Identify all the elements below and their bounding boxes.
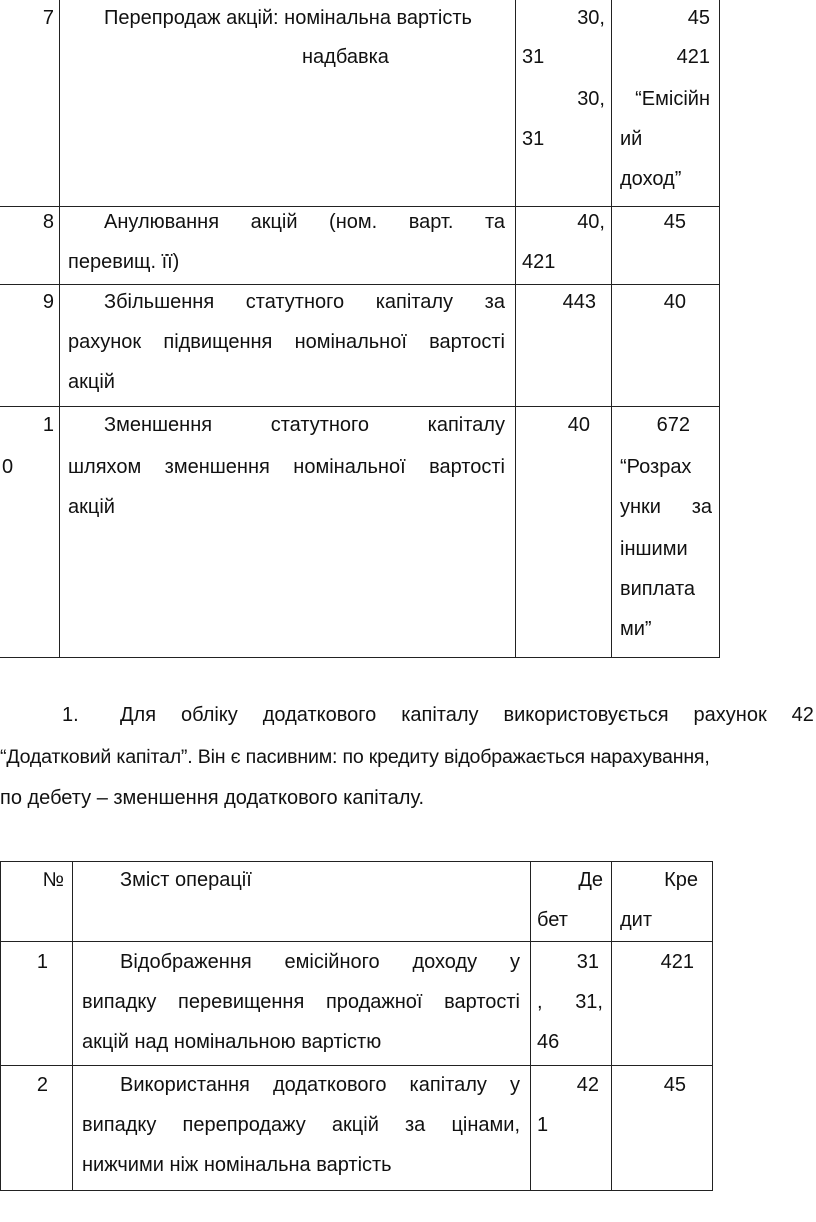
table-2-bottom-border	[0, 1190, 713, 1191]
debit-account: 31	[522, 46, 545, 68]
credit-account: унки за	[620, 496, 712, 518]
debit-account: 46	[537, 1031, 560, 1053]
debit-account: 31	[522, 128, 545, 150]
debit-account: 30,	[577, 7, 605, 29]
operation-content: акцій	[68, 371, 115, 393]
credit-account: 45	[687, 7, 710, 29]
operation-content: Збільшення статутного капіталу за	[104, 291, 505, 313]
table-1-right-border	[719, 0, 720, 658]
credit-account: 421	[660, 951, 694, 973]
row-number: 2	[36, 1074, 48, 1096]
credit-account: 672	[656, 414, 690, 436]
table-2-column-border	[530, 861, 531, 1191]
operation-content: випадку перевищення продажної вартості	[82, 991, 520, 1013]
header-debit: бет	[537, 909, 568, 931]
row-number: 0	[2, 456, 14, 478]
credit-account: 40	[663, 291, 686, 313]
debit-account: 31	[576, 951, 599, 973]
row-number: 8	[42, 211, 54, 233]
operation-content: Зменшення статутного капіталу	[104, 414, 505, 436]
credit-account: виплата	[620, 578, 696, 600]
credit-account: 45	[663, 211, 686, 233]
table-2-left-border	[0, 861, 1, 1191]
table-2-row-border	[0, 1065, 713, 1066]
operation-content: акцій	[68, 496, 115, 518]
credit-account: ми”	[620, 618, 652, 640]
header-content: Зміст операції	[120, 869, 252, 891]
header-credit: Кре	[664, 869, 698, 891]
credit-account: іншими	[620, 538, 688, 560]
operation-content: Відображення емісійного доходу у	[120, 951, 520, 973]
operation-content: нижчими ніж номінальна вартість	[82, 1154, 392, 1176]
debit-account: 40	[567, 414, 590, 436]
operation-content: Перепродаж акцій: номінальна вартість	[104, 7, 472, 29]
debit-account: 421	[522, 251, 556, 273]
paragraph-line: по дебету – зменшення додаткового капіталу.	[0, 787, 425, 809]
table-2-column-border	[72, 861, 73, 1191]
debit-account: 30,	[577, 88, 605, 110]
operation-content: рахунок підвищення номінальної вартості	[68, 331, 505, 353]
operation-content: Анулювання акцій (ном. варт. та	[104, 211, 505, 233]
operation-content: Використання додаткового капіталу у	[120, 1074, 520, 1096]
debit-account: 1	[537, 1114, 549, 1136]
row-number: 9	[42, 291, 54, 313]
debit-account: 40,	[577, 211, 605, 233]
operation-content: надбавка	[302, 46, 389, 68]
credit-account: доход”	[620, 168, 682, 190]
operation-content: перевищ. її)	[68, 251, 180, 273]
table-2-column-border	[611, 861, 612, 1191]
table-1-row-border	[0, 406, 720, 407]
table-1-bottom-border	[0, 657, 720, 658]
table-2-right-border	[712, 861, 713, 1191]
credit-account: 421	[676, 46, 710, 68]
row-number: 1	[36, 951, 48, 973]
list-marker: 1.	[62, 704, 79, 726]
credit-account: “Розрах	[620, 456, 692, 478]
header-credit: дит	[620, 909, 653, 931]
debit-account: , 31,	[537, 991, 603, 1013]
row-number: 1	[42, 414, 54, 436]
row-number: 7	[42, 7, 54, 29]
table-2-row-border	[0, 941, 713, 942]
credit-account: 45	[663, 1074, 686, 1096]
credit-account: ий	[620, 128, 643, 150]
credit-account: “Емісійн	[635, 88, 710, 110]
table-1-column-border	[59, 0, 60, 658]
table-2-top-border	[0, 861, 713, 862]
table-1-row-border	[0, 284, 720, 285]
header-number: №	[42, 869, 64, 891]
debit-account: 42	[576, 1074, 599, 1096]
operation-content: випадку перепродажу акцій за цінами,	[82, 1114, 520, 1136]
operation-content: шляхом зменшення номінальної вартості	[68, 456, 505, 478]
paragraph-line: Для обліку додаткового капіталу використовується рахунок 42	[120, 704, 814, 726]
operation-content: акцій над номінальною вартістю	[82, 1031, 382, 1053]
paragraph-line: “Додатковий капітал”. Він є пасивним: по кредиту відображається нарахування,	[0, 746, 710, 768]
debit-account: 443	[562, 291, 596, 313]
table-1-row-border	[0, 206, 720, 207]
header-debit: Де	[578, 869, 603, 891]
